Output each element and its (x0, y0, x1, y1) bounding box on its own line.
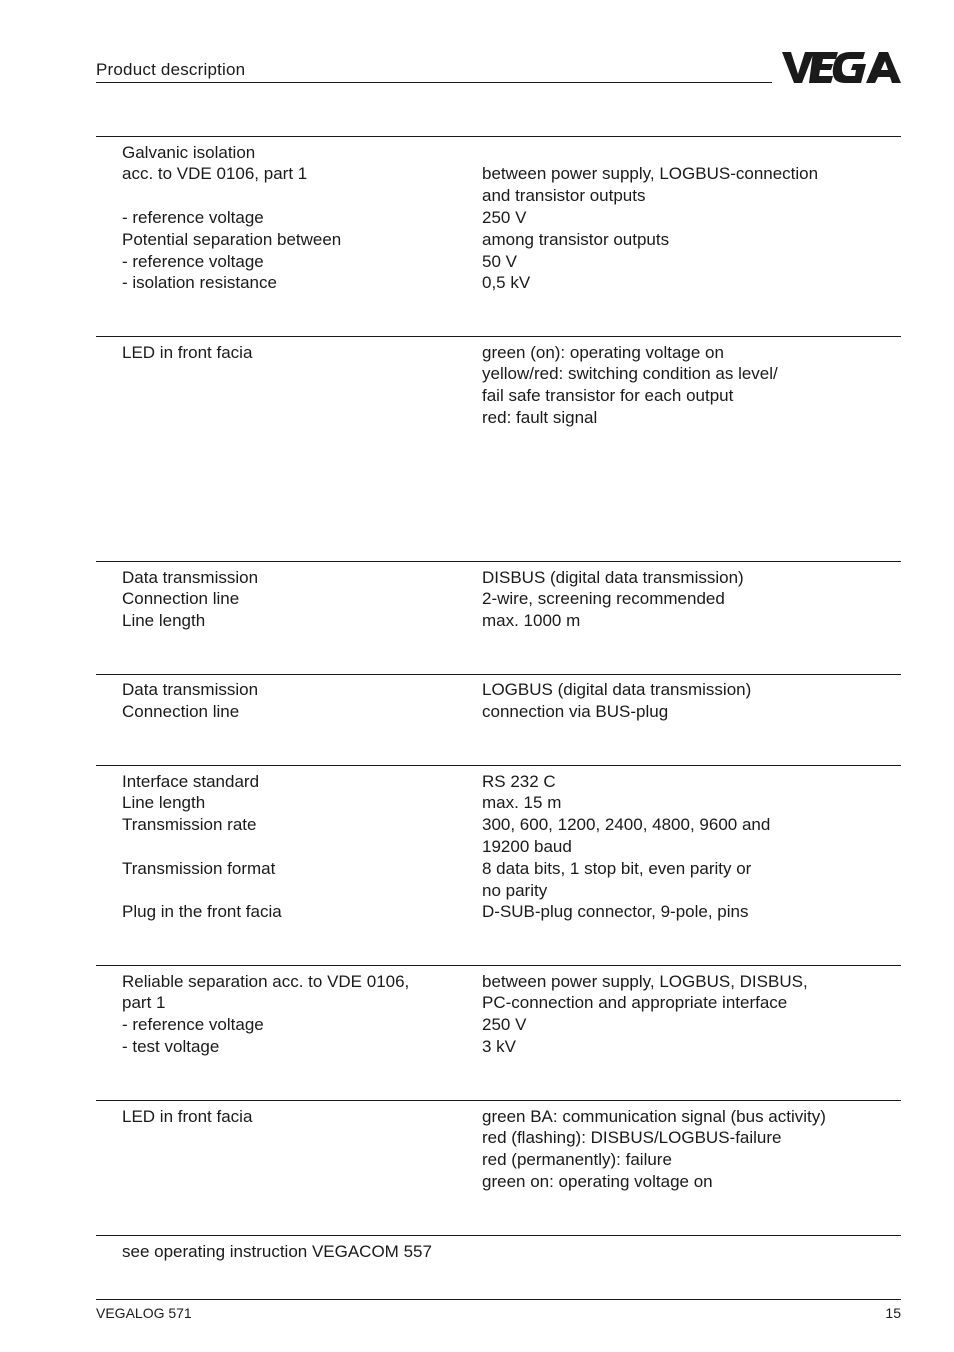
spec-section-disbus (96, 561, 901, 630)
spec-row (96, 858, 901, 880)
spec-value: green (on): operating voltage on (482, 343, 724, 362)
spec-row (96, 385, 901, 407)
spec-value: red (permanently): failure (482, 1150, 672, 1169)
spec-value: fail safe transistor for each output (482, 386, 734, 405)
spec-row (96, 272, 901, 294)
footer-document-name: VEGALOG 571 (96, 1305, 192, 1321)
header-rule (96, 82, 772, 83)
spec-label: Data transmission (122, 680, 259, 699)
spec-row (96, 567, 901, 589)
spec-label: Line length (122, 611, 206, 630)
spec-value: between power supply, LOGBUS-connection (482, 164, 819, 183)
spec-label: - test voltage (122, 1037, 220, 1056)
spec-value: 50 V (482, 252, 517, 271)
spec-row (96, 207, 901, 229)
spec-label: part 1 (122, 993, 166, 1012)
spec-row (96, 901, 901, 923)
spec-row (96, 701, 901, 723)
spec-row (96, 229, 901, 251)
footer-page-number: 15 (885, 1305, 901, 1321)
spec-value: max. 1000 m (482, 611, 581, 630)
spec-value: 250 V (482, 1015, 527, 1034)
spec-row (96, 185, 901, 207)
spec-value: DISBUS (digital data transmission) (482, 568, 744, 587)
spec-label: LED in front facia (122, 1107, 253, 1126)
spec-value: 3 kV (482, 1037, 517, 1056)
spec-row (96, 836, 901, 858)
spec-row (96, 814, 901, 836)
spec-row (96, 363, 901, 385)
spec-row (96, 771, 901, 793)
spec-row (96, 1036, 901, 1058)
spec-row (96, 610, 901, 632)
spec-row (96, 407, 901, 429)
spec-section-led-communication (96, 1100, 901, 1191)
spec-value: 0,5 kV (482, 273, 531, 292)
spec-label: Connection line (122, 589, 240, 608)
spec-label: Transmission format (122, 859, 276, 878)
spec-label: - reference voltage (122, 252, 264, 271)
spec-value: green on: operating voltage on (482, 1172, 713, 1191)
spec-row (96, 1106, 901, 1128)
spec-value: between power supply, LOGBUS, DISBUS, (482, 972, 808, 991)
spec-label: Potential separation between (122, 230, 342, 249)
spec-label: LED in front facia (122, 343, 253, 362)
spec-label: Line length (122, 793, 206, 812)
spec-value: max. 15 m (482, 793, 562, 812)
spec-value: PC-connection and appropriate interface (482, 993, 788, 1012)
spec-label: - isolation resistance (122, 273, 277, 292)
spec-value: D-SUB-plug connector, 9-pole, pins (482, 902, 749, 921)
spec-section-reliable-separation (96, 965, 901, 1056)
spec-section-see-instruction (96, 1235, 901, 1261)
spec-row (96, 342, 901, 364)
spec-row (96, 880, 901, 902)
spec-value: LOGBUS (digital data transmission) (482, 680, 752, 699)
spec-label: Plug in the front facia (122, 902, 282, 921)
spec-row (96, 992, 901, 1014)
spec-row (96, 792, 901, 814)
spec-label: acc. to VDE 0106, part 1 (122, 164, 308, 183)
spec-label: Data transmission (122, 568, 259, 587)
spec-label: - reference voltage (122, 208, 264, 227)
spec-label: Connection line (122, 702, 240, 721)
spec-row (96, 1149, 901, 1171)
spec-row (96, 251, 901, 273)
spec-label: Galvanic isolation (122, 143, 256, 162)
spec-value: RS 232 C (482, 772, 556, 791)
spec-row (96, 163, 901, 185)
vega-logo (782, 49, 902, 85)
spec-row (96, 142, 901, 164)
spec-row (96, 1171, 901, 1193)
spec-value: no parity (482, 881, 548, 900)
spec-value: and transistor outputs (482, 186, 646, 205)
spec-value: 300, 600, 1200, 2400, 4800, 9600 and (482, 815, 771, 834)
spec-value: connection via BUS-plug (482, 702, 669, 721)
spec-value: among transistor outputs (482, 230, 670, 249)
spec-row (96, 1241, 901, 1263)
spec-section-galvanic-isolation (96, 136, 901, 292)
spec-value: 2-wire, screening recommended (482, 589, 725, 608)
spec-value: 19200 baud (482, 837, 572, 856)
spec-value: yellow/red: switching condition as level/ (482, 364, 778, 383)
spec-label: Reliable separation acc. to VDE 0106, (122, 972, 410, 991)
spec-value: red: fault signal (482, 408, 598, 427)
spec-label: Interface standard (122, 772, 260, 791)
footer-rule (96, 1299, 901, 1300)
spec-label: - reference voltage (122, 1015, 264, 1034)
spec-row (96, 588, 901, 610)
spec-value: green BA: communication signal (bus activity) (482, 1107, 826, 1126)
spec-row (96, 1014, 901, 1036)
spec-row (96, 679, 901, 701)
spec-value: red (flashing): DISBUS/LOGBUS-failure (482, 1128, 782, 1147)
spec-section-logbus (96, 674, 901, 721)
spec-section-interface (96, 765, 901, 921)
spec-row (96, 1127, 901, 1149)
page-header-title: Product description (96, 60, 246, 79)
spec-section-led-outputs (96, 336, 901, 427)
spec-row (96, 971, 901, 993)
spec-value: 250 V (482, 208, 527, 227)
spec-value: 8 data bits, 1 stop bit, even parity or (482, 859, 752, 878)
spec-label: see operating instruction VEGACOM 557 (122, 1242, 432, 1261)
spec-label: Transmission rate (122, 815, 257, 834)
